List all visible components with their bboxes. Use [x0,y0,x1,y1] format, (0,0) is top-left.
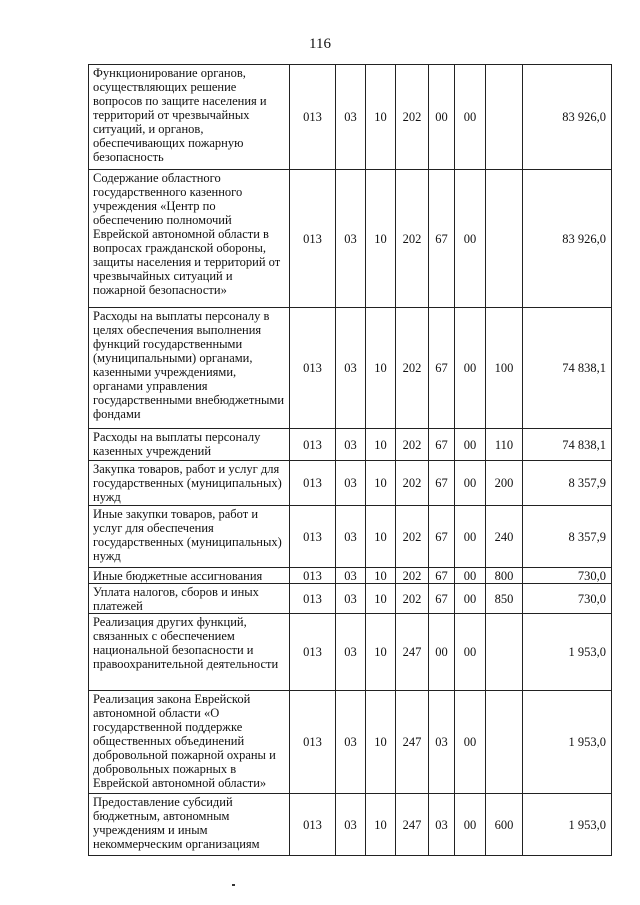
code-direction: 00 [455,65,486,170]
code-direction: 00 [455,584,486,614]
code-admin: 013 [290,614,336,691]
code-subprogram: 03 [429,691,455,794]
code-program: 202 [396,461,429,506]
code-direction: 00 [455,614,486,691]
table-row [89,170,612,308]
table-row [89,429,612,461]
code-direction: 00 [455,691,486,794]
code-section: 03 [336,461,366,506]
code-program: 202 [396,568,429,584]
code-subsection: 10 [366,584,396,614]
code-section: 03 [336,65,366,170]
code-subsection: 10 [366,614,396,691]
code-admin: 013 [290,568,336,584]
table-row [89,65,612,170]
row-name: Реализация других функций, связанных с обеспечением национальной безопасности и правоохранительной деятельности [89,614,290,691]
code-section: 03 [336,568,366,584]
row-name: Закупка товаров, работ и услуг для государственных (муниципальных) нужд [89,461,290,506]
code-program: 247 [396,794,429,856]
code-admin: 013 [290,65,336,170]
page-number: 116 [309,36,331,52]
code-subsection: 10 [366,691,396,794]
code-program: 202 [396,65,429,170]
budget-table [88,64,612,856]
row-amount: 1 953,0 [523,794,612,856]
code-subprogram: 00 [429,614,455,691]
code-direction: 00 [455,568,486,584]
code-expense-type [486,65,523,170]
code-program: 202 [396,506,429,568]
code-admin: 013 [290,584,336,614]
code-subprogram: 67 [429,308,455,429]
code-section: 03 [336,170,366,308]
code-subprogram: 00 [429,65,455,170]
code-subprogram: 67 [429,170,455,308]
code-subprogram: 03 [429,794,455,856]
code-subsection: 10 [366,506,396,568]
code-subsection: 10 [366,568,396,584]
code-section: 03 [336,429,366,461]
code-subprogram: 67 [429,584,455,614]
budget-table-body [89,65,612,856]
code-admin: 013 [290,308,336,429]
code-program: 202 [396,584,429,614]
code-expense-type: 110 [486,429,523,461]
table-row [89,461,612,506]
code-subsection: 10 [366,429,396,461]
code-expense-type: 200 [486,461,523,506]
code-expense-type: 240 [486,506,523,568]
code-expense-type: 850 [486,584,523,614]
code-subprogram: 67 [429,461,455,506]
code-subsection: 10 [366,308,396,429]
row-name: Расходы на выплаты персоналу в целях обеспечения выполнения функций государственными (муниципальными) органами, казенными учреждениями, органами управления государственными внебюджетными фондами [89,308,290,429]
row-amount: 1 953,0 [523,691,612,794]
row-name: Уплата налогов, сборов и иных платежей [89,584,290,614]
code-direction: 00 [455,794,486,856]
code-subsection: 10 [366,461,396,506]
row-name: Предоставление субсидий бюджетным, автономным учреждениям и иным некоммерческим организациям [89,794,290,856]
code-subsection: 10 [366,65,396,170]
code-expense-type [486,614,523,691]
code-admin: 013 [290,691,336,794]
code-subprogram: 67 [429,429,455,461]
row-amount: 730,0 [523,568,612,584]
code-expense-type: 800 [486,568,523,584]
code-subprogram: 67 [429,568,455,584]
code-admin: 013 [290,170,336,308]
code-direction: 00 [455,170,486,308]
code-admin: 013 [290,506,336,568]
scan-dot [232,884,235,886]
code-program: 247 [396,614,429,691]
row-name: Иные закупки товаров, работ и услуг для обеспечения государственных (муниципальных) нужд [89,506,290,568]
row-amount: 83 926,0 [523,170,612,308]
row-amount: 83 926,0 [523,65,612,170]
code-program: 202 [396,170,429,308]
code-subsection: 10 [366,170,396,308]
code-program: 247 [396,691,429,794]
code-section: 03 [336,614,366,691]
code-expense-type [486,691,523,794]
code-admin: 013 [290,461,336,506]
row-amount: 74 838,1 [523,429,612,461]
row-name: Содержание областного государственного казенного учреждения «Центр по обеспечению полномочий Еврейской автономной области в вопросах гражданской обороны, защиты населения и территорий от чрезвычайных ситуаций и пожарной безопасности» [89,170,290,308]
code-direction: 00 [455,461,486,506]
row-name: Функционирование органов, осуществляющих решение вопросов по защите населения и территорий от чрезвычайных ситуаций, и органов, обеспечивающих пожарную безопасность [89,65,290,170]
row-amount: 730,0 [523,584,612,614]
table-row [89,568,612,584]
code-admin: 013 [290,429,336,461]
code-program: 202 [396,308,429,429]
code-section: 03 [336,584,366,614]
row-amount: 1 953,0 [523,614,612,691]
code-section: 03 [336,794,366,856]
code-expense-type [486,170,523,308]
table-row [89,506,612,568]
code-subprogram: 67 [429,506,455,568]
row-name: Иные бюджетные ассигнования [89,568,290,584]
table-row [89,691,612,794]
code-expense-type: 100 [486,308,523,429]
row-name: Расходы на выплаты персоналу казенных учреждений [89,429,290,461]
table-row [89,308,612,429]
row-name: Реализация закона Еврейской автономной области «О государственной поддержке общественных объединений добровольной пожарной охраны и добровольных пожарных в Еврейской автономной области» [89,691,290,794]
code-admin: 013 [290,794,336,856]
code-section: 03 [336,506,366,568]
code-section: 03 [336,308,366,429]
code-subsection: 10 [366,794,396,856]
row-amount: 8 357,9 [523,506,612,568]
code-section: 03 [336,691,366,794]
code-program: 202 [396,429,429,461]
table-row [89,794,612,856]
table-row [89,614,612,691]
code-direction: 00 [455,506,486,568]
code-direction: 00 [455,308,486,429]
table-row [89,584,612,614]
code-expense-type: 600 [486,794,523,856]
row-amount: 74 838,1 [523,308,612,429]
code-direction: 00 [455,429,486,461]
row-amount: 8 357,9 [523,461,612,506]
